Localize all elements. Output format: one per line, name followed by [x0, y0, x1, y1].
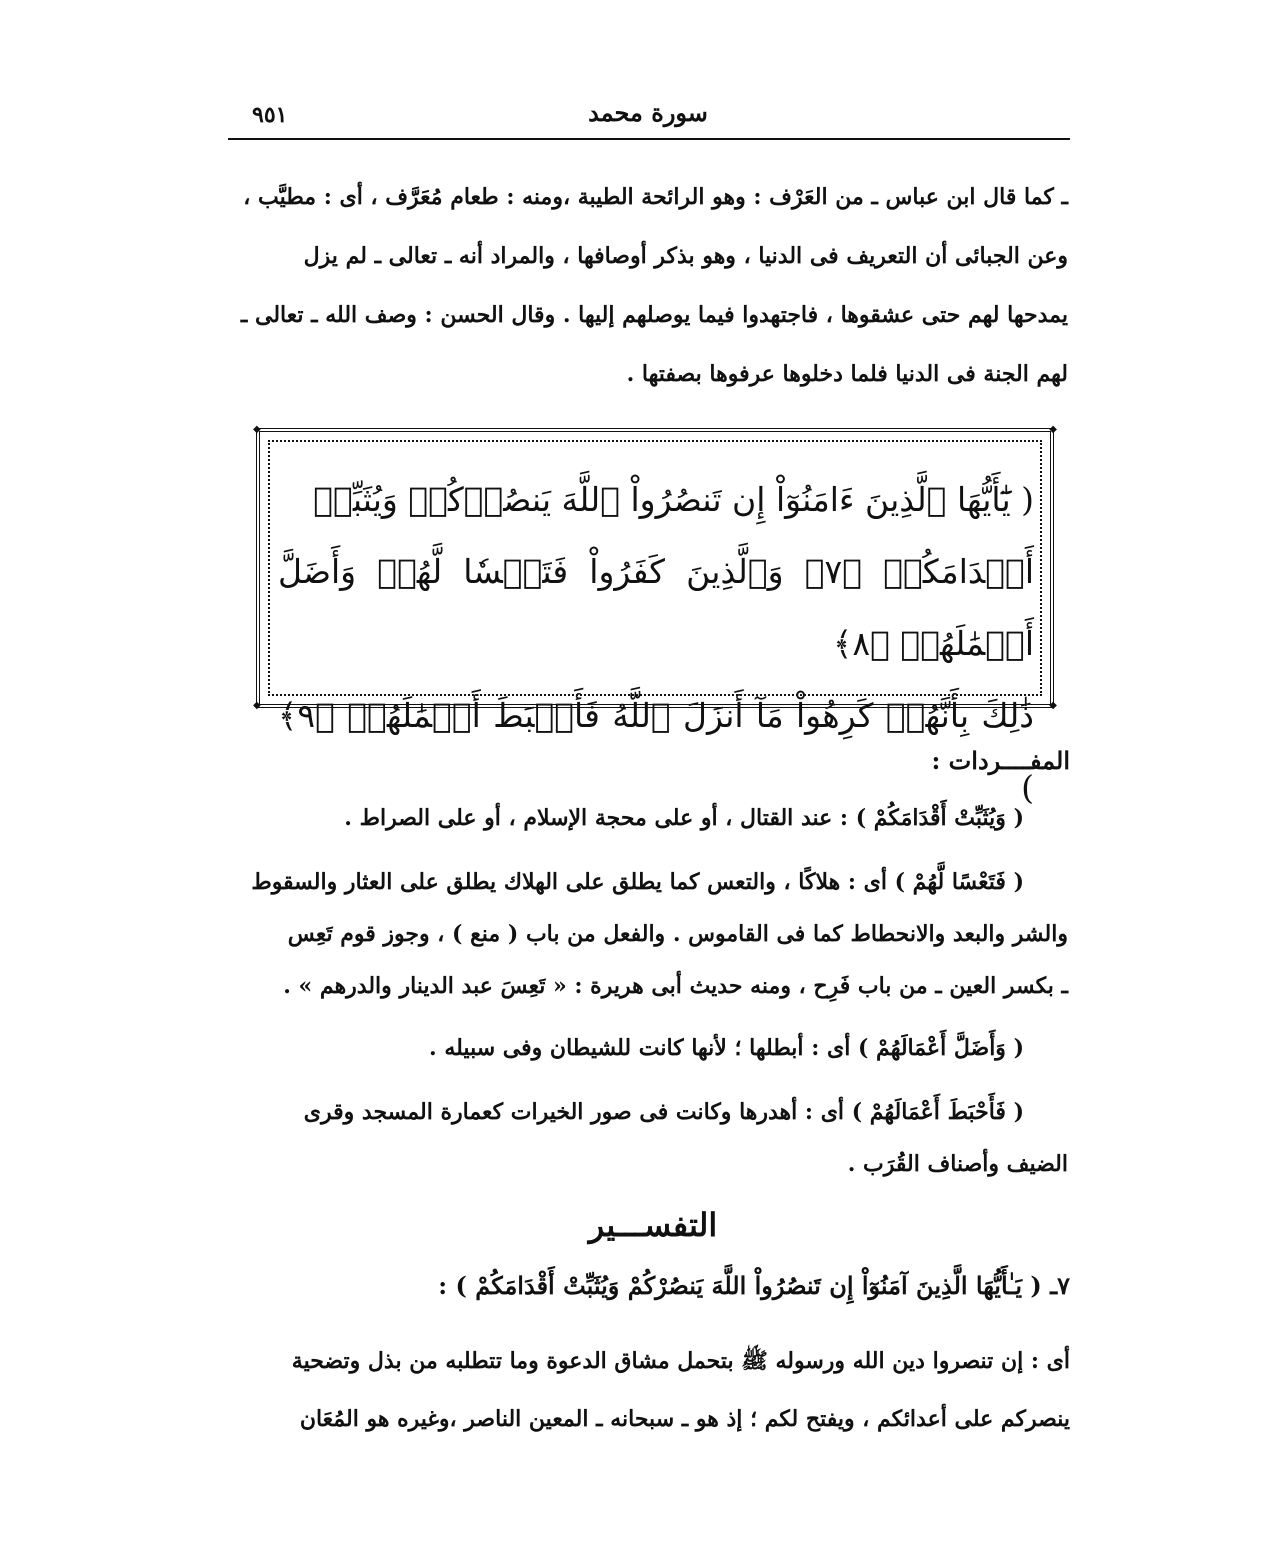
tafsir-paragraph: [236, 1332, 1070, 1448]
verse-line: ذَٰلِكَ بِأَنَّهُمۡ كَرِهُواْ مَآ أَنزَلَ ٱللَّهُ فَأَحۡبَطَ أَعۡمَٰلَهُمۡ ﴿٩﴾ ): [278, 696, 1034, 807]
intro-line: ـ كما قال ابن عباس ـ من العَرْف : وهو الرائحة الطيبة ،ومنه : طعام مُعَرَّف ، أى : مطيَّب ،: [243, 184, 1068, 210]
intro-paragraph: [236, 168, 1068, 404]
page-number: ٩٥١: [252, 102, 288, 128]
tafsir-line: ينصركم على أعدائكم ، ويفتح لكم ؛ إذ هو ـ سبحانه ـ المعين الناصر ،وغيره هو المُعَان: [299, 1406, 1070, 1432]
intro-line: يمدحها لهم حتى عشقوها ، فاجتهدوا فيما يوصلهم إليها . وقال الحسن : وصف الله ـ تعالى ـ: [240, 302, 1068, 328]
verse-line: ( يَٰٓأَيُّهَا ٱلَّذِينَ ءَامَنُوٓاْ إِن تَنصُرُواْ ٱللَّهَ يَنصُرۡكُمۡ وَيُثَبِّتۡ: [313, 480, 1034, 519]
header-divider: [228, 138, 1070, 140]
verse-line: أَقۡدَامَكُمۡ ﴿٧﴾ وَٱلَّذِينَ كَفَرُواْ فَتَعۡسٗا لَّهُمۡ وَأَضَلَّ أَعۡمَٰلَهُمۡ ﴿٨﴾: [278, 552, 1034, 663]
vocabulary-line: الضيف وأصناف القُرَب .: [847, 1151, 1068, 1177]
intro-line: وعن الجبائى أن التعريف فى الدنيا ، وهو بذكر أوصافها ، والمراد أنه ـ تعالى ـ لم يزل: [303, 243, 1068, 269]
corner-ornament-icon: ◆: [253, 424, 261, 435]
vocabulary-item: [236, 1022, 1068, 1074]
vocabulary-item: [236, 856, 1068, 1012]
vocabulary-heading: المفــــردات :: [931, 746, 1070, 775]
vocabulary-line: ( وَيُثَبِّتْ أَقْدَامَكُمْ ) : عند القتال ، أو على محجة الإسلام ، أو على الصراط .: [344, 805, 1024, 831]
page-header: [228, 92, 1068, 132]
corner-ornament-icon: ◆: [1049, 700, 1057, 711]
tafsir-line: أى : إن تنصروا دين الله ورسوله ﷺ بتحمل مشاق الدعوة وما تتطلبه من بذل وتضحية: [291, 1348, 1070, 1374]
surah-title: سورة محمد: [588, 98, 708, 127]
tafsir-verse-heading: ٧ـ ( يَـٰأَيُّهَا الَّذِينَ آمَنُوٓاْ إِن تَنصُرُواْ اللَّهَ يَنصُرْكُمْ وَيُثَبِّتْ أَقْدَامَكُمْ ) :: [438, 1271, 1070, 1300]
corner-ornament-icon: ◆: [253, 700, 261, 711]
tafsir-title: التفســـير: [588, 1206, 718, 1244]
corner-ornament-icon: ◆: [1049, 424, 1057, 435]
vocabulary-item: [236, 1086, 1068, 1190]
vocabulary-line: ـ بكسر العين ـ من باب فَرِح ، ومنه حديث أبى هريرة : « تَعِسَ عبد الدينار والدرهم » .: [283, 973, 1068, 999]
vocabulary-line: ( وَأَضَلَّ أَعْمَالَهُمْ ) أى : أبطلها ؛ لأنها كانت للشيطان وفى سبيله .: [429, 1035, 1024, 1061]
vocabulary-item: [236, 792, 1068, 844]
vocabulary-line: ( فَأَحْبَطَ أَعْمَالَهُمْ ) أى : أهدرها وكانت فى صور الخيرات كعمارة المسجد وقرى: [303, 1099, 1024, 1125]
intro-line: لهم الجنة فى الدنيا فلما دخلوها عرفوها بصفتها .: [626, 361, 1068, 387]
vocabulary-line: ( فَتَعْسًا لَّهُمْ ) أى : هلاكًا ، والتعس كما يطلق على الهلاك يطلق على العثار والسقوط: [251, 869, 1024, 895]
vocabulary-line: والشر والبعد والانحطاط كما فى القاموس . والفعل من باب ( منع ) ، وجوز قوم تَعِس: [287, 921, 1068, 947]
